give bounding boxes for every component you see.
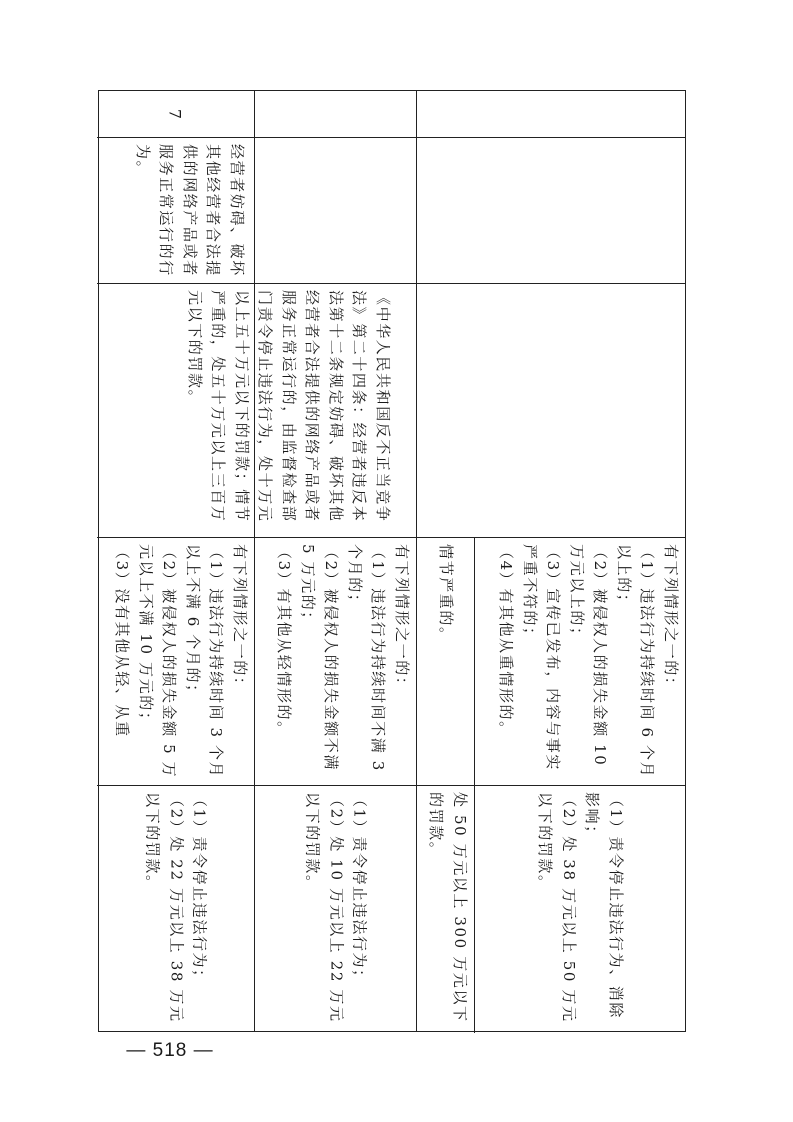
penalty-table [98,90,686,1032]
penalty-cell: （1）责令停止违法行为； （2）处 22 万元以上 38 万元以下的罚款。 [97,785,254,1033]
penalty-cell [417,785,685,1033]
number-cell [255,91,416,137]
law-cell [417,283,685,537]
number-cell [417,91,685,137]
circumstance-serious: 情节严重的。 [417,538,475,785]
penalty-serious: 处 50 万元以上 300 万元以下的罚款。 [417,786,475,1033]
behavior-cell [417,137,685,283]
page-number: — 518 — [126,1040,214,1061]
circumstance-cell: 有下列情形之一的： （1）违法行为持续时间不满 3 个月的； （2）被侵权人的损失金额不满 5 万元的； （3）有其他从轻情形的。 [255,537,416,785]
circumstance-heavy: 有下列情形之一的： （1）违法行为持续时间 6 个月以上的； （2）被侵权人的损失金额 10 万元以上的； （3）宣传已发布，内容与事实严重不符的； （4）有其他从重情形的。 [497,544,680,779]
behavior-cell [255,137,416,283]
number-cell: 7 [166,108,185,120]
penalty-heavy: （1）责令停止违法行为、消除影响； （2）处 38 万元以上 50 万元以下的罚款。 [536,792,625,1023]
table-row [97,91,255,1031]
circumstance-cell [417,537,685,785]
law-cell [97,283,254,537]
law-cell: 《中华人民共和国反不正当竞争法》第二十四条：经营者违反本法第十二条规定妨碍、破坏其他经营者合法提供的网络产品或者服务正常运行的，由监督检查部门责令停止违法行为，处十万元以上五十万元以下的罚款；情节严重的，处五十万元以上三百万元以下的罚款。 [255,283,416,537]
penalty-cell: （1）责令停止违法行为； （2）处 10 万元以上 22 万元以下的罚款。 [255,785,416,1033]
circumstance-cell: 有下列情形之一的： （1）违法行为持续时间 3 个月以上不满 6 个月的； （2）被侵权人的损失金额 5 万元以上不满 10 万元的； （3）没有其他从轻、从重 [97,537,254,785]
behavior-cell: 经营者妨碍、破坏其他经营者合法提供的网络产品或者服务正常运行的行为。 [97,137,254,283]
table-row [417,91,685,1031]
